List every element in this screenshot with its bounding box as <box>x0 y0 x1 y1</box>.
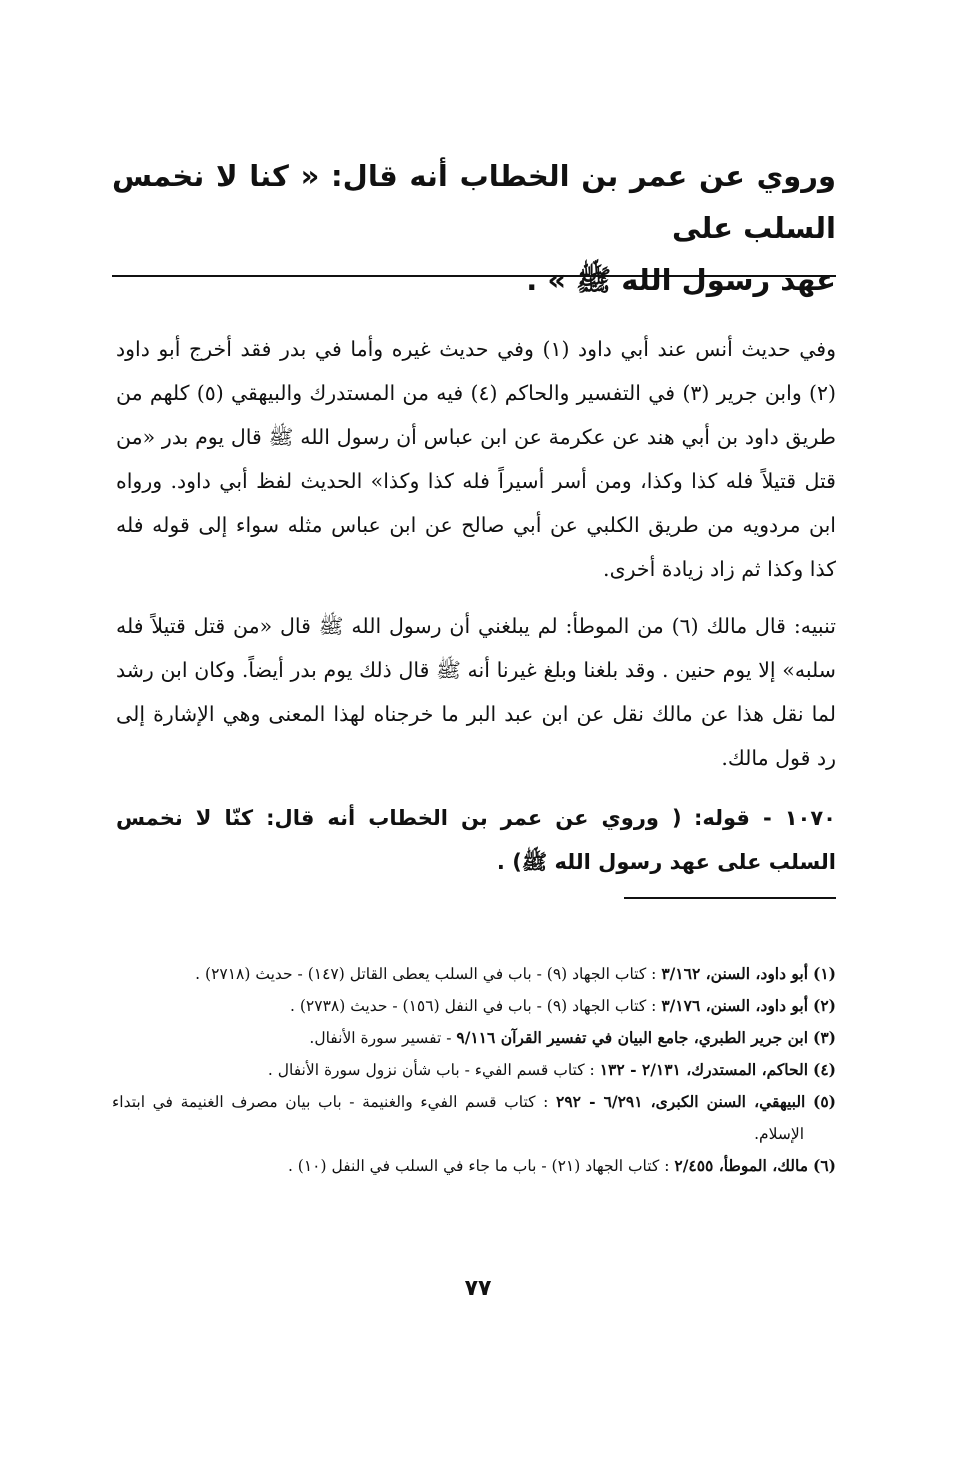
commentary-paragraph-1: وفي حديث أنس عند أبي داود (١) وفي حديث غيره وأما في بدر فقد أخرج أبو داود (٢) وابن جرير (٣) في التفسير والحاكم (٤) فيه من المستدرك والبيهقي (٥) كلهم من طريق داود بن أبي هند عن عكرمة عن ابن عباس أن رسول الله ﷺ قال يوم بدر «من قتل قتيلاً فله كذا وكذا، ومن أسر أسيراً فله كذا وكذا» الحديث لفظ أبي داود. ورواه ابن مردويه من طريق الكلبي عن أبي صالح عن ابن عباس مثله سواء إلى قوله فله كذا وكذا ثم زاد زيادة أخرى. <box>116 336 836 581</box>
footnotes-divider <box>624 897 836 899</box>
footnote-number: (٣) <box>812 1028 836 1047</box>
footnote-source: مالك، الموطأ، ٢/٤٥٥ <box>674 1156 809 1175</box>
footnote-reference: - تفسير سورة الأنفال. <box>309 1029 452 1047</box>
footnote-source: أبو داود، السنن، ٣/١٧٦ <box>661 996 809 1015</box>
footnote-reference: : كتاب الجهاد (٢١) - باب ما جاء في السلب في النفل (١٠) . <box>287 1157 670 1175</box>
footnote-number: (٥) <box>813 1092 837 1111</box>
hadith-entry-text: ( وروي عن عمر بن الخطاب أنه قال: كنّا لا نخمس السلب على عهد رسول الله ﷺ) . <box>116 806 836 874</box>
footnote-reference: : كتاب الجهاد (٩) - باب في النفل (١٥٦) - حديث (٢٧٣٨) . <box>290 997 657 1015</box>
page-number: ٧٧ <box>464 1276 492 1301</box>
footnote-1 <box>112 958 836 990</box>
footnote-source: البيهقي، السنن الكبرى، ٦/٢٩١ - ٢٩٢ <box>556 1092 806 1111</box>
footnote-source: الحاكم، المستدرك، ٢/١٣١ - ١٣٢ <box>599 1060 809 1079</box>
footnote-3 <box>112 1022 836 1054</box>
footnote-5 <box>112 1086 836 1150</box>
footnotes <box>112 958 836 1182</box>
hadith-entry-label: ١٠٧٠ - قوله: <box>694 806 836 830</box>
footnote-reference: : كتاب الجهاد (٩) - باب في السلب يعطى القاتل (١٤٧) - حديث (٢٧١٨) . <box>195 965 657 983</box>
footnote-number: (٦) <box>812 1156 836 1175</box>
hadith-entry <box>116 796 836 884</box>
footnote-number: (١) <box>812 964 836 983</box>
header-quote-line-1: وروي عن عمر بن الخطاب أنه قال: « كنا لا نخمس السلب على <box>112 159 836 245</box>
footnote-number: (٤) <box>812 1060 836 1079</box>
footnote-source: ابن جرير الطبري، جامع البيان في تفسير القرآن ٩/١١٦ <box>456 1028 809 1047</box>
footnote-4 <box>112 1054 836 1086</box>
footnote-reference: : كتاب قسم الفيء والغنيمة - باب بيان مصرف الغنيمة في ابتداء الإسلام. <box>112 1093 804 1143</box>
footnote-source: أبو داود، السنن، ٣/١٦٢ <box>661 964 809 983</box>
commentary-paragraph-2: تنبيه: قال مالك (٦) من الموطأ: لم يبلغني أن رسول الله ﷺ قال «من قتل قتيلاً فله سلبه» إلا يوم حنين . وقد بلغنا وبلغ غيرنا أنه ﷺ قال ذلك يوم بدر أيضاً. وكان ابن رشد لما نقل هذا عن مالك نقل عن ابن عبد البر ما خرجناه لهذا المعنى وهي الإشارة إلى رد قول مالك. <box>116 613 836 770</box>
footnote-reference: : كتاب قسم الفيء - باب شأن نزول سورة الأنفال . <box>267 1061 595 1079</box>
top-divider <box>112 275 836 277</box>
footnote-number: (٢) <box>812 996 836 1015</box>
footnote-6 <box>112 1150 836 1182</box>
header-quote-line-2: عهد رسول الله ﷺ » . <box>526 263 836 297</box>
header-quote <box>112 150 836 306</box>
footnote-2 <box>112 990 836 1022</box>
